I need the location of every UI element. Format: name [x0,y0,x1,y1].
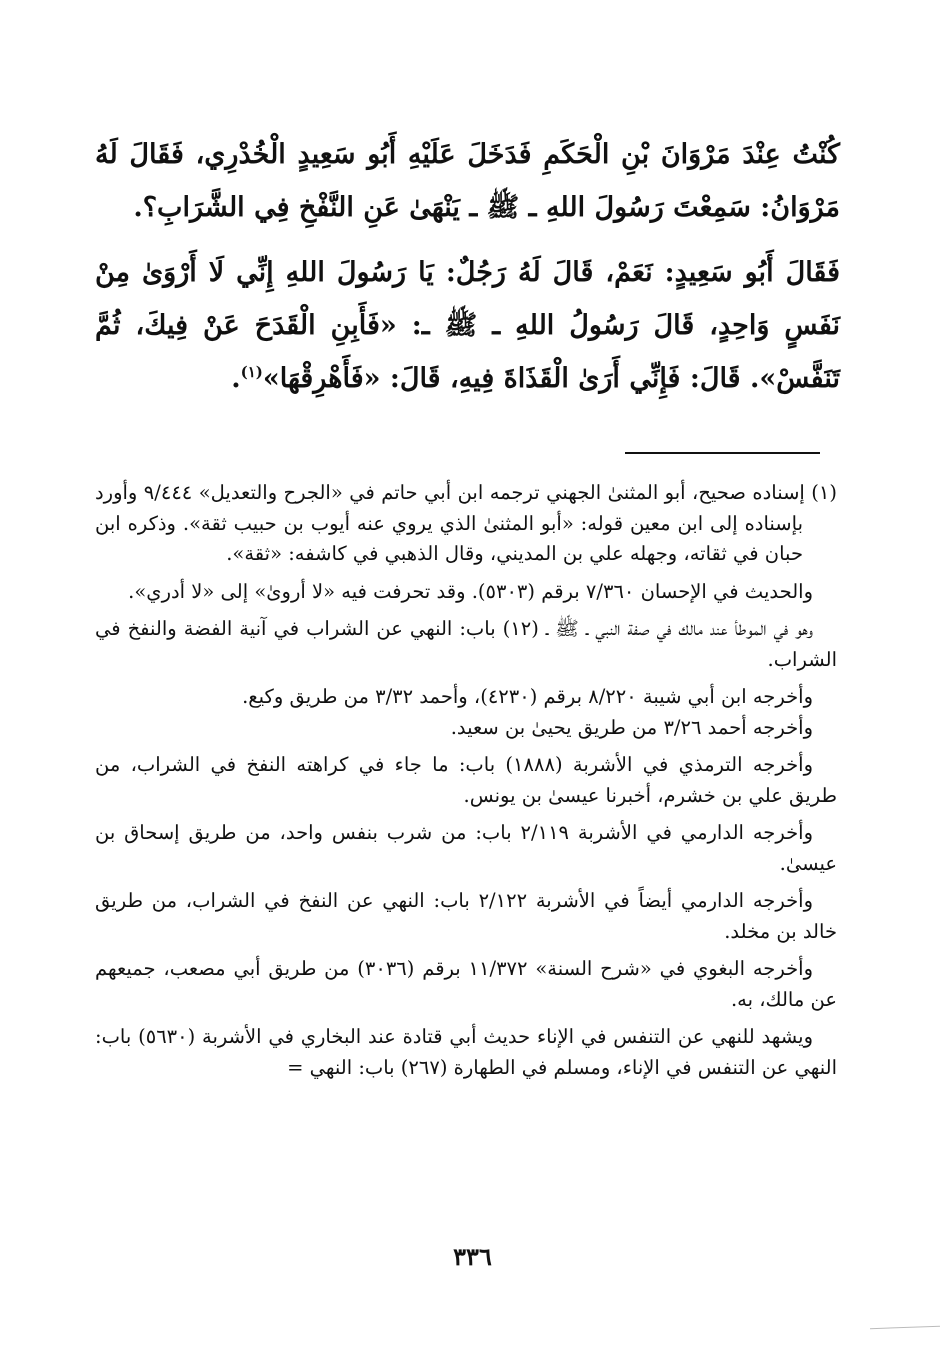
footnote-reference: (١) [240,363,263,381]
page-number: ٣٣٦ [453,1242,492,1271]
footnote-paragraph-6: وأخرجه الترمذي في الأشربة (١٨٨٨) باب: ما جاء في كراهته النفخ في الشراب، من طريق علي بن خشرم، أخبرنا عيسىٰ بن يونس. [95,753,837,807]
hadith-paragraph-2-end: . [231,363,241,394]
footnote-paragraph-10: ويشهد للنهي عن التنفس في الإناء حديث أبي قتادة عند البخاري في الأشربة (٥٦٣٠) باب: النهي عن التنفس في الإناء، ومسلم في الطهارة (٢٦٧) باب: النهي = [95,1025,837,1079]
footnote-paragraph-8: وأخرجه الدارمي أيضاً في الأشربة ٢/١٢٢ باب: النهي عن النفخ في الشراب، من طريق خالد بن مخلد. [95,889,837,943]
footnote-paragraph-3: وهو في الموطأ عند مالك في صفة النبي ـ ﷺ ـ (١٢) باب: النهي عن الشراب في آنية الفضة والنفخ في الشراب. [95,617,837,671]
scan-artifact-line [870,1326,940,1329]
footnotes-section [95,478,837,1090]
hadith-text [95,128,840,417]
footnote-paragraph-5: وأخرجه أحمد ٣/٢٦ من طريق يحيىٰ بن سعيد. [450,715,813,739]
footnote-paragraph-7: وأخرجه الدارمي في الأشربة ٢/١١٩ باب: من شرب بنفس واحد، من طريق إسحاق بن عيسىٰ. [95,821,837,875]
footnote-1: (١) إسناده صحيح، أبو المثنىٰ الجهني ترجمه ابن أبي حاتم في «الجرح والتعديل» ٩/٤٤٤ وأورد بإسناده إلى ابن معين قوله: «أبو المثنىٰ الذي يروي عنه أيوب بن حبيب ثقة». وذكره ابن حبان في ثقاته، وجهله علي بن المديني، وقال الذهبي في كاشفه: «ثقة». [95,481,837,565]
footnote-separator [625,452,820,454]
footnote-paragraph-2: والحديث في الإحسان ٧/٣٦٠ برقم (٥٣٠٣). وقد تحرفت فيه «لا أروىٰ» إلى «لا أدري». [128,579,813,603]
hadith-paragraph-2-text: فَقَالَ أَبُو سَعِيدٍ: نَعَمْ، قَالَ لَهُ رَجُلٌ: يَا رَسُولَ اللهِ إِنِّي لَا أَرْوَىٰ مِنْ نَفَسٍ وَاحِدٍ، قَالَ رَسُولُ اللهِ ـ ﷺ ـ: «فَأَبِنِ الْقَدَحَ عَنْ فِيكَ، ثُمَّ تَنَفَّسْ». قَالَ: فَإِنِّي أَرَىٰ الْقَذَاةَ فِيهِ، قَالَ: «فَأَهْرِقْهَا» [95,257,840,394]
hadith-paragraph-2 [95,246,840,405]
hadith-paragraph-1: كُنْتُ عِنْدَ مَرْوَانَ بْنِ الْحَكَمِ فَدَخَلَ عَلَيْهِ أَبُو سَعِيدٍ الْخُدْرِي، فَقَالَ لَهُ مَرْوَانُ: سَمِعْتَ رَسُولَ اللهِ ـ ﷺ ـ يَنْهَىٰ عَنِ النَّفْخِ فِي الشَّرَابِ؟. [95,139,840,223]
footnote-paragraph-4: وأخرجه ابن أبي شيبة ٨/٢٢٠ برقم (٤٢٣٠)، وأحمد ٣/٣٢ من طريق وكيع. [242,685,813,708]
footnote-paragraph-9: وأخرجه البغوي في «شرح السنة» ١١/٣٧٢ برقم (٣٠٣٦) من طريق أبي مصعب، جميعهم عن مالك، به. [95,957,837,1011]
